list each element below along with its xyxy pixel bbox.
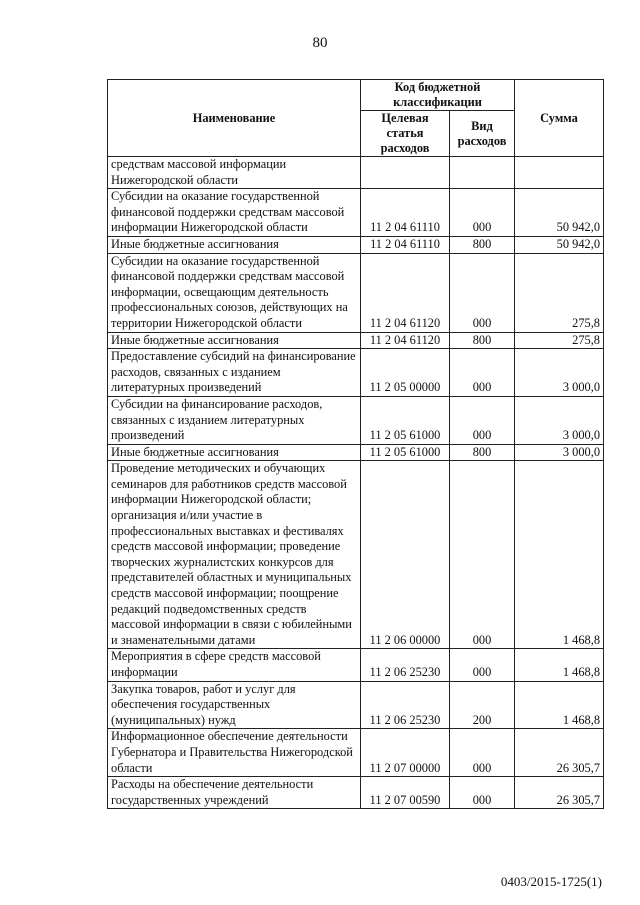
header-row-top <box>108 80 604 111</box>
table-row <box>108 444 604 461</box>
header-budget-code: Код бюджетной классификации <box>361 80 515 111</box>
row-name: Информационное обеспечение деятельности Губернатора и Правительства Нижегородской области <box>108 729 361 777</box>
row-name: Закупка товаров, работ и услуг для обеспечения государственных (муниципальных) нужд <box>108 681 361 729</box>
row-target-article: 11 2 05 61000 <box>361 396 450 444</box>
row-sum: 26 305,7 <box>515 777 604 809</box>
row-expense-type <box>450 157 515 189</box>
table-body <box>108 157 604 809</box>
row-expense-type: 200 <box>450 681 515 729</box>
row-name: Субсидии на оказание государственной финансовой поддержки средствам массовой информации Нижегородской области <box>108 189 361 237</box>
header-name: Наименование <box>108 80 361 157</box>
row-name: Субсидии на финансирование расходов, связанных с изданием литературных произведений <box>108 396 361 444</box>
row-target-article: 11 2 06 25230 <box>361 681 450 729</box>
row-name: Иные бюджетные ассигнования <box>108 444 361 461</box>
budget-table <box>107 79 604 809</box>
row-target-article: 11 2 04 61120 <box>361 332 450 349</box>
row-sum: 50 942,0 <box>515 189 604 237</box>
row-sum: 1 468,8 <box>515 649 604 681</box>
table-row <box>108 777 604 809</box>
row-expense-type: 000 <box>450 649 515 681</box>
table-row <box>108 649 604 681</box>
row-name: Субсидии на оказание государственной финансовой поддержки средствам массовой информации, освещающим деятельность профессиональных союзов, действующих на территории Нижегородской области <box>108 253 361 332</box>
row-expense-type: 000 <box>450 729 515 777</box>
row-name: Иные бюджетные ассигнования <box>108 236 361 253</box>
row-sum <box>515 157 604 189</box>
header-target-article: Целевая статья расходов <box>361 111 450 157</box>
row-sum: 275,8 <box>515 332 604 349</box>
table-row <box>108 461 604 649</box>
row-name: Проведение методических и обучающих семинаров для работников средств массовой информации Нижегородской области; организация и/или участие в профессиональных выставках и фестивалях средств массовой информации; проведение творческих журналистских конкурсов для представителей областных и муниципальных средств массовой информации; поощрение редакций подведомственных средств массовой информации в связи с юбилейными и знаменательными датами <box>108 461 361 649</box>
row-expense-type: 000 <box>450 349 515 397</box>
row-expense-type: 000 <box>450 189 515 237</box>
row-target-article: 11 2 06 00000 <box>361 461 450 649</box>
row-sum: 3 000,0 <box>515 349 604 397</box>
header-expense-type: Вид расходов <box>450 111 515 157</box>
row-target-article: 11 2 04 61110 <box>361 236 450 253</box>
table-row <box>108 236 604 253</box>
row-expense-type: 800 <box>450 444 515 461</box>
row-target-article: 11 2 07 00590 <box>361 777 450 809</box>
table-row <box>108 332 604 349</box>
table-row <box>108 681 604 729</box>
row-name: Расходы на обеспечение деятельности государственных учреждений <box>108 777 361 809</box>
row-name: Иные бюджетные ассигнования <box>108 332 361 349</box>
row-expense-type: 800 <box>450 332 515 349</box>
header-sum: Сумма <box>515 80 604 157</box>
row-name: Мероприятия в сфере средств массовой информации <box>108 649 361 681</box>
row-target-article: 11 2 07 00000 <box>361 729 450 777</box>
row-name: Предоставление субсидий на финансирование расходов, связанных с изданием литературных произведений <box>108 349 361 397</box>
table-row <box>108 189 604 237</box>
row-sum: 1 468,8 <box>515 461 604 649</box>
table-row <box>108 729 604 777</box>
table-row <box>108 396 604 444</box>
row-target-article: 11 2 04 61120 <box>361 253 450 332</box>
page-number: 80 <box>312 35 328 51</box>
table-row <box>108 157 604 189</box>
document-code: 0403/2015-1725(1) <box>500 874 602 889</box>
table-row <box>108 253 604 332</box>
row-expense-type: 000 <box>450 253 515 332</box>
row-sum: 3 000,0 <box>515 444 604 461</box>
row-expense-type: 000 <box>450 396 515 444</box>
row-target-article: 11 2 05 00000 <box>361 349 450 397</box>
row-sum: 50 942,0 <box>515 236 604 253</box>
row-sum: 275,8 <box>515 253 604 332</box>
row-expense-type: 000 <box>450 777 515 809</box>
row-sum: 26 305,7 <box>515 729 604 777</box>
table-row <box>108 349 604 397</box>
row-sum: 1 468,8 <box>515 681 604 729</box>
row-expense-type: 000 <box>450 461 515 649</box>
row-sum: 3 000,0 <box>515 396 604 444</box>
row-target-article: 11 2 04 61110 <box>361 189 450 237</box>
row-name: средствам массовой информации Нижегородской области <box>108 157 361 189</box>
row-target-article: 11 2 05 61000 <box>361 444 450 461</box>
row-target-article: 11 2 06 25230 <box>361 649 450 681</box>
row-target-article <box>361 157 450 189</box>
row-expense-type: 800 <box>450 236 515 253</box>
